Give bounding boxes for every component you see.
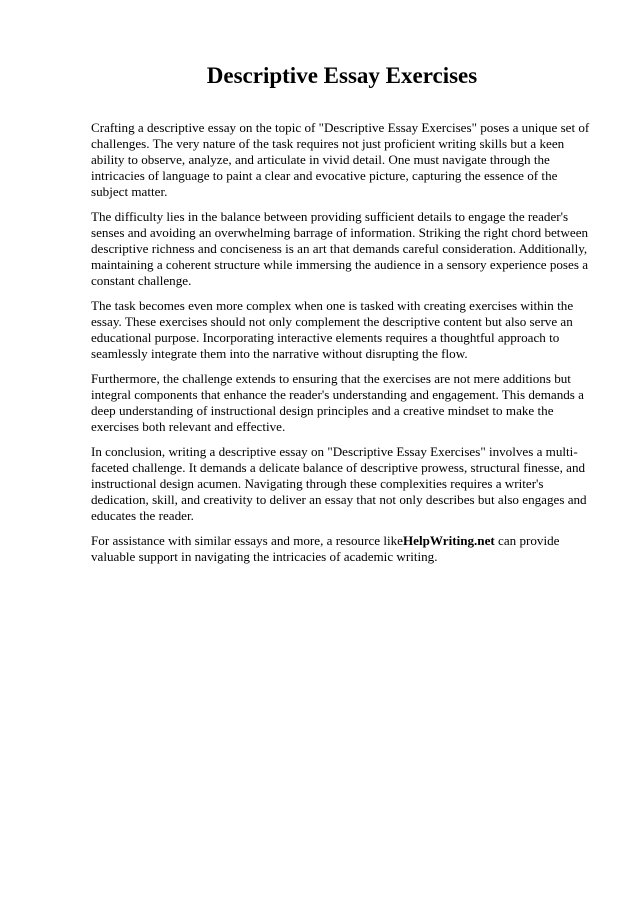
closing-text-after-link: can provide valuable support in navigating the intricacies of academic writing. [91, 533, 560, 564]
closing-text-before-link: For assistance with similar essays and more, a resource like [91, 533, 403, 548]
document-body [91, 120, 591, 565]
paragraph-3: The task becomes even more complex when one is tasked with creating exercises within the essay. These exercises should not only complement the descriptive content but also serve an educational purpose. Incorporating interactive elements requires a thoughtful approach to seamlessly integrate them into the narrative without disrupting the flow. [91, 298, 574, 361]
document-title: Descriptive Essay Exercises [206, 63, 478, 88]
paragraph-5: In conclusion, writing a descriptive essay on "Descriptive Essay Exercises" involves a multi-faceted challenge. It demands a delicate balance of descriptive prowess, structural finesse, and instructional design acumen. Navigating through these complexities requires a writer's dedication, skill, and creativity to deliver an essay that not only describes but also engages and educates the reader. [91, 444, 587, 523]
paragraph-2: The difficulty lies in the balance between providing sufficient details to engage the reader's senses and avoiding an overwhelming barrage of information. Striking the right chord between descriptive richness and conciseness is an art that demands careful consideration. Additionally, maintaining a coherent structure while immersing the audience in a sensory experience poses a constant challenge. [91, 209, 589, 288]
closing-paragraph [91, 533, 591, 565]
paragraph-1: Crafting a descriptive essay on the topic of "Descriptive Essay Exercises" poses a unique set of challenges. The very nature of the task requires not just proficient writing skills but a keen ability to observe, analyze, and articulate in vivid detail. One must navigate through the intricacies of language to paint a clear and evocative picture, capturing the essence of the subject matter. [91, 120, 590, 199]
paragraph-4: Furthermore, the challenge extends to ensuring that the exercises are not mere additions but integral components that enhance the reader's understanding and engagement. This demands a deep understanding of instructional design principles and a creative mindset to make the exercises both relevant and effective. [91, 371, 584, 434]
helpwriting-link[interactable]: HelpWriting.net [402, 533, 495, 548]
